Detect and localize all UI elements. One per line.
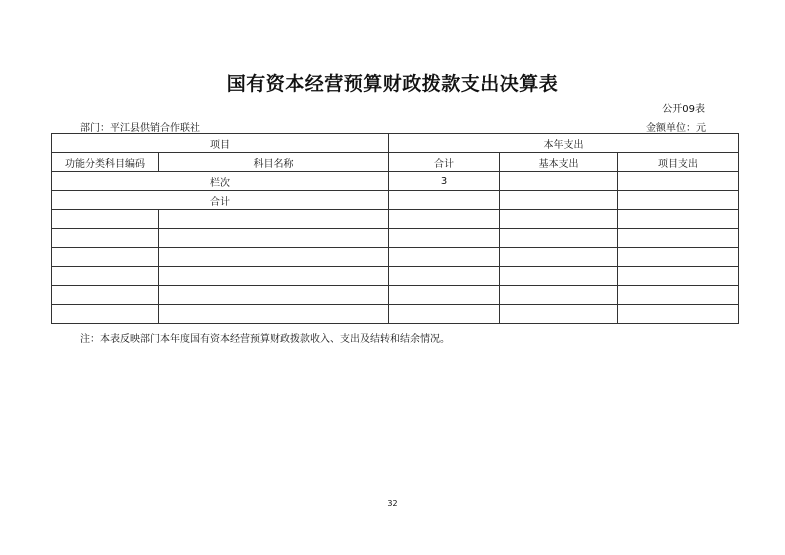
page-number: 32	[387, 499, 398, 508]
table-cell	[389, 267, 500, 286]
footnote: 注：本表反映部门本年度国有资本经营预算财政拨款收入、支出及结转和结余情况。	[80, 334, 450, 345]
table-cell	[500, 286, 618, 305]
table-cell	[159, 229, 389, 248]
table-cell	[159, 305, 389, 324]
header-row-columns	[52, 153, 739, 172]
table-cell	[500, 248, 618, 267]
col-name-header: 科目名称	[159, 153, 389, 172]
table-cell	[159, 248, 389, 267]
column-number-label: 栏次	[52, 172, 389, 191]
table-cell	[159, 286, 389, 305]
unit-label: 金额单位：元	[646, 123, 706, 134]
table-row	[52, 267, 739, 286]
table-cell	[618, 191, 739, 210]
column-number-total: 3	[389, 172, 500, 191]
table-cell	[618, 267, 739, 286]
table-cell	[618, 210, 739, 229]
table-cell	[52, 248, 159, 267]
table-cell	[500, 305, 618, 324]
table-row	[52, 229, 739, 248]
table-cell	[618, 286, 739, 305]
table-cell	[52, 229, 159, 248]
header-expense: 本年支出	[389, 134, 739, 153]
page-title: 国有资本经营预算财政拨款支出决算表	[226, 73, 559, 95]
table-row	[52, 286, 739, 305]
table-cell	[389, 286, 500, 305]
table-cell	[52, 210, 159, 229]
table-cell	[618, 172, 739, 191]
table-cell	[389, 191, 500, 210]
table-cell	[52, 286, 159, 305]
table-cell	[618, 305, 739, 324]
header-row-top	[52, 134, 739, 153]
table-cell	[500, 229, 618, 248]
col-basic-header: 基本支出	[500, 153, 618, 172]
table-row	[52, 210, 739, 229]
total-label: 合计	[52, 191, 389, 210]
table-cell	[500, 172, 618, 191]
table-cell	[500, 191, 618, 210]
table-cell	[500, 267, 618, 286]
table-cell	[389, 248, 500, 267]
form-number: 公开09表	[662, 104, 705, 115]
table-row	[52, 248, 739, 267]
col-project-header: 项目支出	[618, 153, 739, 172]
total-row	[52, 191, 739, 210]
table-cell	[52, 267, 159, 286]
table-cell	[618, 248, 739, 267]
table-cell	[500, 210, 618, 229]
header-item: 项目	[52, 134, 389, 153]
table-cell	[389, 229, 500, 248]
table-cell	[389, 305, 500, 324]
table-cell	[618, 229, 739, 248]
col-total-header: 合计	[389, 153, 500, 172]
col-code-header: 功能分类科目编码	[52, 153, 159, 172]
table-row	[52, 305, 739, 324]
column-number-row	[52, 172, 739, 191]
budget-table	[51, 133, 739, 324]
department-label: 部门：平江县供销合作联社	[80, 123, 200, 134]
table-cell	[159, 210, 389, 229]
table-cell	[389, 210, 500, 229]
table-cell	[159, 267, 389, 286]
table-cell	[52, 305, 159, 324]
